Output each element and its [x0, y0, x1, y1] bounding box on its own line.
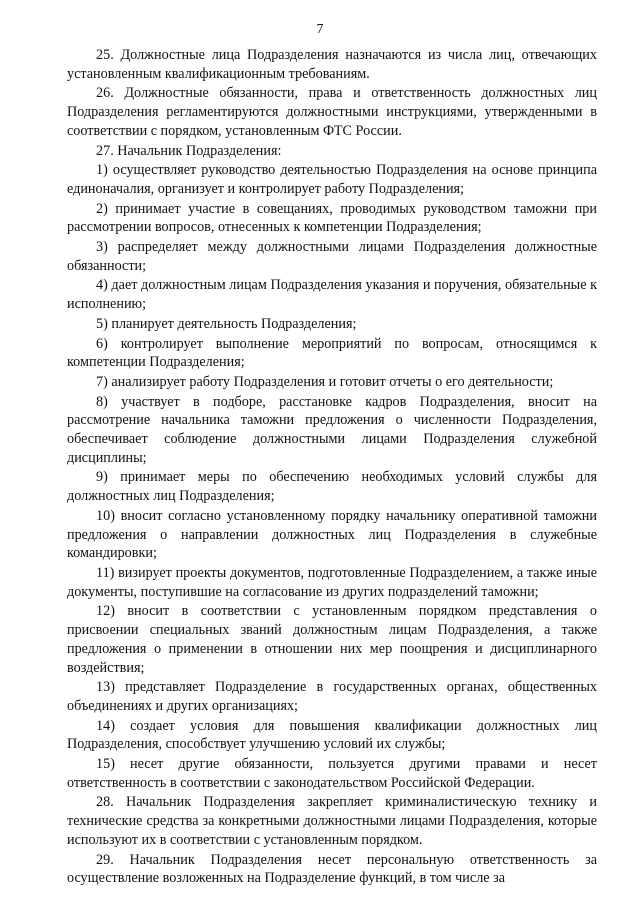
list-item-1: 1) осуществляет руководство деятельностью Подразделения на основе принципа единоначалия, организует и контролирует работу Подразделения;	[67, 162, 597, 197]
list-item-15: 15) несет другие обязанности, пользуется другими правами и несет ответственность в соответствии с законодательством Российской Федерации.	[67, 756, 597, 791]
list-item-13: 13) представляет Подразделение в государственных органах, общественных объединениях и других организациях;	[67, 679, 597, 714]
document-body	[67, 46, 597, 889]
list-item-9: 9) принимает меры по обеспечению необходимых условий службы для должностных лиц Подразделения;	[67, 469, 597, 505]
paragraph-26: 26. Должностные обязанности, права и ответственность должностных лиц Подразделения регламентируются должностными инструкциями, утвержденными в соответствии с порядком, установленным ФТС России.	[67, 85, 597, 139]
paragraph-25: 25. Должностные лица Подразделения назначаются из числа лиц, отвечающих установленным квалификационным требованиям.	[67, 47, 597, 82]
list-item-5: 5) планирует деятельность Подразделения;	[96, 315, 357, 332]
list-item-6: 6) контролирует выполнение мероприятий по вопросам, относящимся к компетенции Подразделения;	[67, 335, 597, 371]
list-item-10: 10) вносит согласно установленному порядку начальнику оперативной таможни предложения о направлении должностных лиц Подразделения в служебные командировки;	[67, 507, 597, 562]
list-item-14: 14) создает условия для повышения квалификации должностных лиц Подразделения, способствует улучшению условий их службы;	[67, 717, 597, 753]
page-number: 7	[316, 22, 324, 37]
list-item-12: 12) вносит в соответствии с установленным порядком представления о присвоении специальных званий должностным лицам Подразделения, а также предложения о применении в отношении них мер поощрения и дисциплинарного воздействия;	[67, 603, 597, 676]
paragraph-28: 28. Начальник Подразделения закрепляет криминалистическую технику и технические средства за конкретными должностными лицами Подразделения, которые используют их в соответствии с установленным порядком.	[67, 794, 597, 848]
list-item-8: 8) участвует в подборе, расстановке кадров Подразделения, вносит на рассмотрение начальника таможни предложения о численности Подразделения, обеспечивает соблюдение должностными лицами Подразделения служебной дисциплины;	[67, 393, 597, 466]
list-item-7: 7) анализирует работу Подразделения и готовит отчеты о его деятельности;	[96, 373, 554, 390]
list-item-4: 4) дает должностным лицам Подразделения указания и поручения, обязательные к исполнению;	[67, 277, 597, 313]
list-item-3: 3) распределяет между должностными лицами Подразделения должностные обязанности;	[67, 239, 597, 274]
paragraph-29: 29. Начальник Подразделения несет персональную ответственность за осуществление возложенных на Подразделение функций, в том числе за	[67, 851, 597, 887]
list-item-11: 11) визирует проекты документов, подготовленные Подразделением, а также иные документы, поступившие на согласование из других подразделений таможни;	[67, 564, 597, 600]
list-item-2: 2) принимает участие в совещаниях, проводимых руководством таможни при рассмотрении вопросов, отнесенных к компетенции Подразделения;	[67, 200, 597, 236]
paragraph-27-heading: 27. Начальник Подразделения:	[96, 142, 282, 159]
